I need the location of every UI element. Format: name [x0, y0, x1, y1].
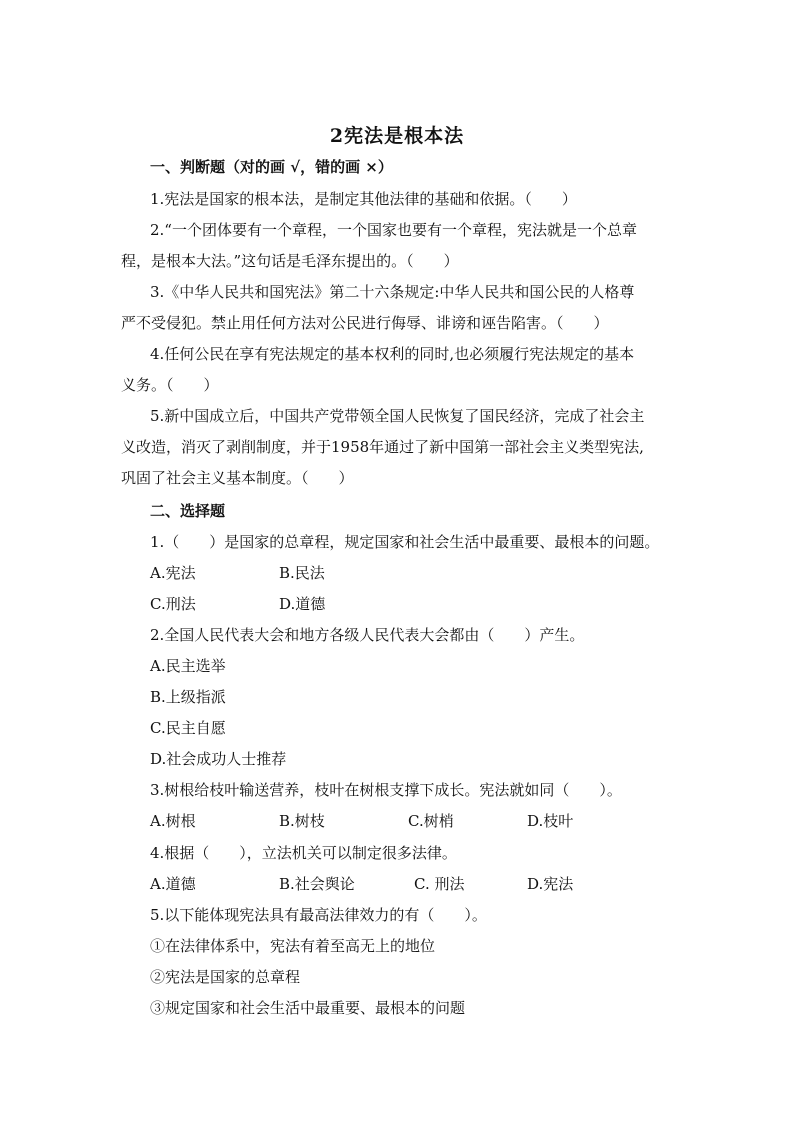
mc-question-3: 3.树根给枝叶输送营养，枝叶在树根支撑下成长。宪法就如同（ ）。	[150, 781, 622, 799]
mc-question-4: 4.根据（ ），立法机关可以制定很多法律。	[150, 844, 457, 862]
mc-question-2-option-b: B.上级指派	[150, 688, 226, 706]
mc-question-3-option-b: B.树枝	[279, 812, 325, 830]
tf-question-4-line-2: 义务。（ ）	[121, 376, 219, 394]
mc-question-2-option-a: A.民主选举	[150, 657, 226, 675]
mc-question-5-statement-3: ③规定国家和社会生活中最重要、最根本的问题	[150, 999, 466, 1017]
tf-question-3-line-1: 3.《中华人民共和国宪法》第二十六条规定:中华人民共和国公民的人格尊	[150, 283, 635, 301]
tf-question-5-line-1: 5.新中国成立后，中国共产党带领全国人民恢复了国民经济，完成了社会主	[150, 407, 645, 425]
page-title: 2宪法是根本法	[329, 125, 465, 147]
section-heading-true-false: 一、判断题（对的画 √，错的画 ×）	[150, 158, 393, 176]
mc-question-1-option-d: D.道德	[279, 595, 326, 613]
tf-question-5-line-3: 巩固了社会主义基本制度。（ ）	[121, 469, 354, 487]
mc-question-3-option-d: D.枝叶	[527, 812, 574, 830]
mc-question-1-option-b: B.民法	[279, 564, 325, 582]
mc-question-2: 2.全国人民代表大会和地方各级人民代表大会都由（ ）产生。	[150, 626, 585, 644]
mc-question-4-option-b: B.社会舆论	[279, 875, 355, 893]
mc-question-4-option-d: D.宪法	[527, 875, 574, 893]
tf-question-4-line-1: 4.任何公民在享有宪法规定的基本权利的同时,也必须履行宪法规定的基本	[150, 345, 635, 363]
mc-question-5-statement-2: ②宪法是国家的总章程	[150, 968, 301, 986]
mc-question-1: 1.（ ）是国家的总章程，规定国家和社会生活中最重要、最根本的问题。	[150, 533, 660, 551]
tf-question-1: 1.宪法是国家的根本法，是制定其他法律的基础和依据。（ ）	[150, 190, 577, 208]
mc-question-4-option-a: A.道德	[150, 875, 196, 893]
tf-question-2-line-2: 程，是根本大法。”这句话是毛泽东提出的。（ ）	[121, 252, 459, 270]
mc-question-3-option-a: A.树根	[150, 812, 196, 830]
tf-question-3-line-2: 严不受侵犯。禁止用任何方法对公民进行侮辱、诽谤和诬告陷害。（ ）	[121, 314, 609, 332]
mc-question-5: 5.以下能体现宪法具有最高法律效力的有（ ）。	[150, 906, 487, 924]
mc-question-3-option-c: C.树梢	[408, 812, 454, 830]
mc-question-2-option-c: C.民主自愿	[150, 719, 226, 737]
section-heading-choice: 二、选择题	[150, 502, 226, 520]
mc-question-4-option-c: C. 刑法	[414, 875, 465, 893]
mc-question-5-statement-1: ①在法律体系中，宪法有着至高无上的地位	[150, 937, 436, 955]
mc-question-1-option-a: A.宪法	[150, 564, 196, 582]
mc-question-2-option-d: D.社会成功人士推荐	[150, 750, 287, 768]
mc-question-1-option-c: C.刑法	[150, 595, 196, 613]
tf-question-5-line-2: 义改造，消灭了剥削制度，并于1958年通过了新中国第一部社会主义类型宪法,	[121, 438, 644, 456]
tf-question-2-line-1: 2.“一个团体要有一个章程，一个国家也要有一个章程，宪法就是一个总章	[150, 221, 637, 239]
